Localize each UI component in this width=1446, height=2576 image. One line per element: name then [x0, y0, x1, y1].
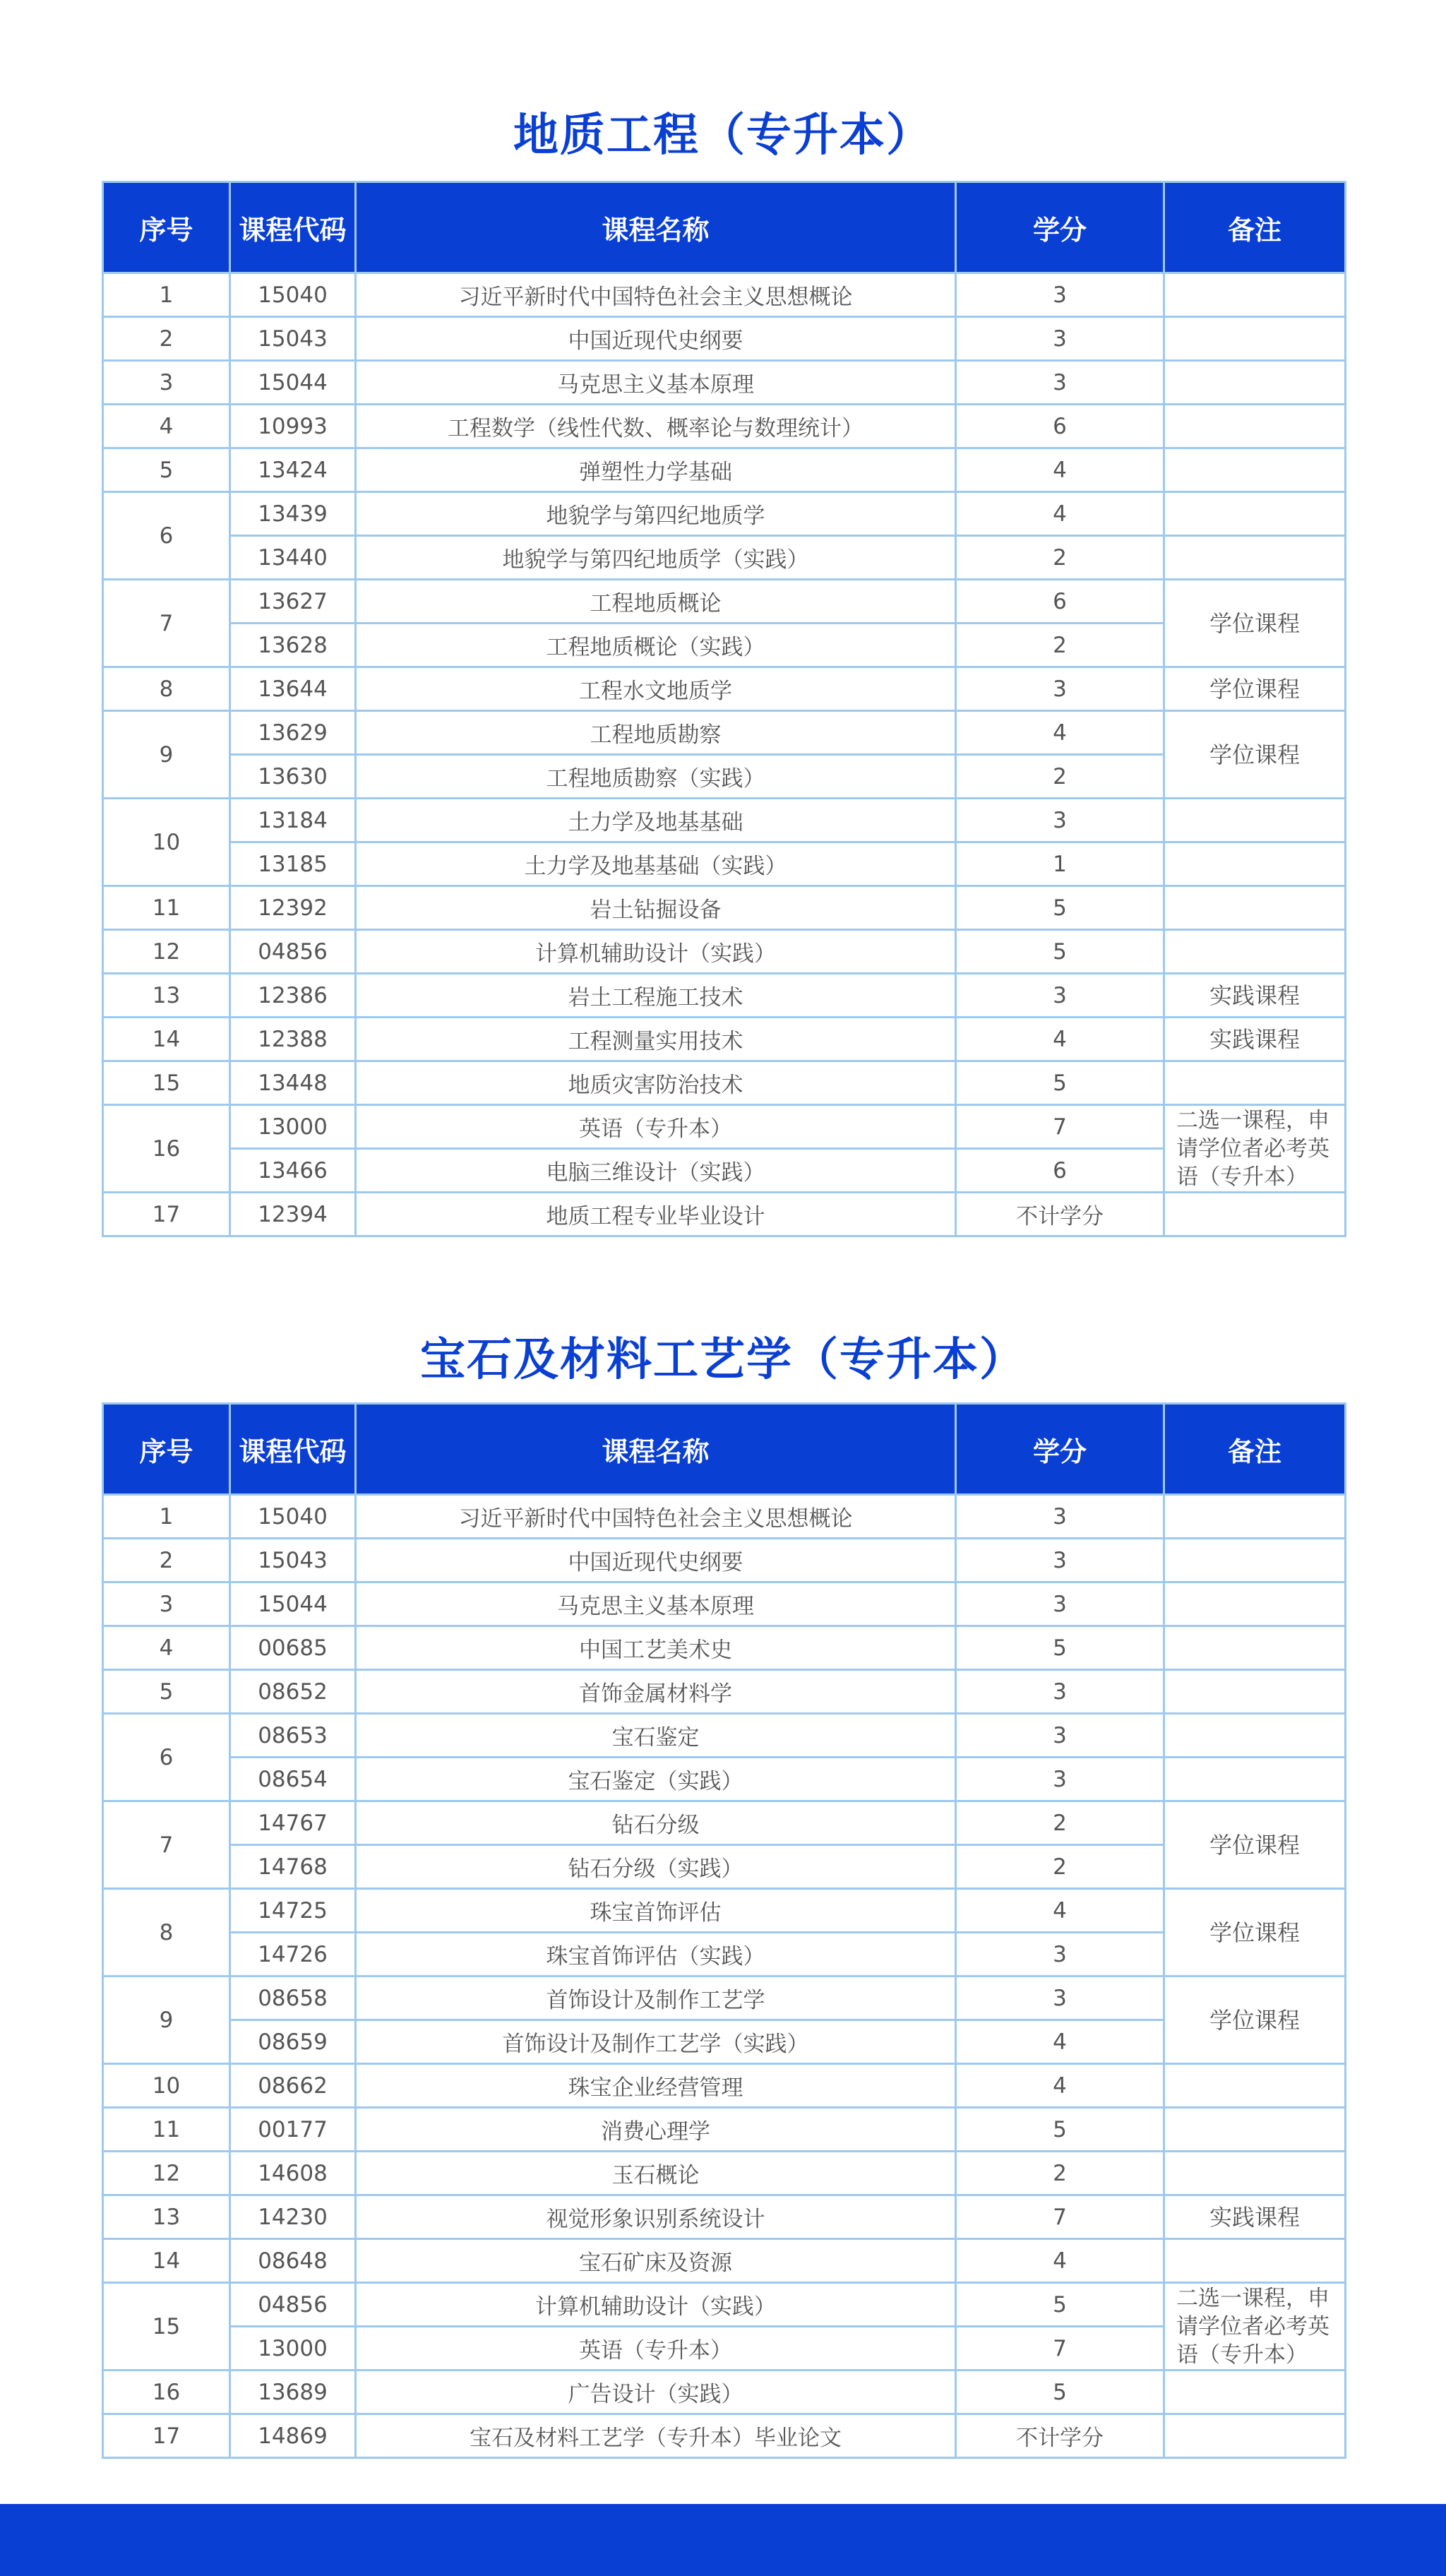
name-cell: 玉石概论 [356, 2152, 956, 2195]
code-cell: 08658 [230, 1976, 356, 2020]
seq-cell: 17 [103, 1193, 230, 1236]
table-row [103, 448, 1346, 492]
code-cell: 14608 [230, 2152, 356, 2195]
code-cell: 13627 [230, 580, 356, 624]
footer-bar [0, 2504, 1446, 2576]
seq-cell: 5 [103, 1670, 230, 1714]
credit-cell: 3 [956, 667, 1164, 711]
credit-cell: 4 [956, 2239, 1164, 2283]
table-row [103, 799, 1346, 842]
code-cell: 08654 [230, 1758, 356, 1801]
code-cell: 14726 [230, 1933, 356, 1976]
table-row [103, 974, 1346, 1018]
header-note: 备注 [1164, 1404, 1346, 1495]
note-cell [1164, 1758, 1346, 1801]
table-row [103, 886, 1346, 930]
seq-cell: 17 [103, 2414, 230, 2458]
name-cell: 岩土钻掘设备 [356, 886, 956, 930]
note-cell [1164, 1539, 1346, 1582]
credit-cell: 3 [956, 317, 1164, 361]
credit-cell: 6 [956, 405, 1164, 448]
note-cell: 二选一课程，申请学位者必考英语（专升本） [1164, 2283, 1346, 2371]
table-header-row [103, 1404, 1346, 1495]
table-row [103, 1061, 1346, 1105]
name-cell: 宝石矿床及资源 [356, 2239, 956, 2283]
name-cell: 首饰金属材料学 [356, 1670, 956, 1714]
name-cell: 珠宝首饰评估（实践） [356, 1933, 956, 1976]
code-cell: 15040 [230, 1495, 356, 1539]
header-code: 课程代码 [230, 182, 356, 273]
seq-cell: 1 [103, 1495, 230, 1539]
code-cell: 08648 [230, 2239, 356, 2283]
credit-cell: 4 [956, 2020, 1164, 2064]
credit-cell: 3 [956, 1495, 1164, 1539]
credit-cell: 1 [956, 842, 1164, 886]
credit-cell: 2 [956, 2152, 1164, 2195]
credit-cell: 3 [956, 1539, 1164, 1582]
credit-cell: 不计学分 [956, 1193, 1164, 1236]
credit-cell: 2 [956, 536, 1164, 580]
code-cell: 13000 [230, 1105, 356, 1149]
name-cell: 工程水文地质学 [356, 667, 956, 711]
table-row [103, 2371, 1346, 2414]
code-cell: 08653 [230, 1714, 356, 1758]
seq-cell: 3 [103, 361, 230, 405]
table-row [103, 755, 1346, 799]
seq-cell: 11 [103, 886, 230, 930]
name-cell: 宝石及材料工艺学（专升本）毕业论文 [356, 2414, 956, 2458]
seq-cell: 11 [103, 2108, 230, 2152]
table-row [103, 361, 1346, 405]
table-row [103, 2283, 1346, 2327]
seq-cell: 12 [103, 2152, 230, 2195]
credit-cell: 4 [956, 1018, 1164, 1061]
code-cell: 14768 [230, 1845, 356, 1889]
credit-cell: 3 [956, 974, 1164, 1018]
code-cell: 10993 [230, 405, 356, 448]
credit-cell: 5 [956, 1061, 1164, 1105]
table-row [103, 1845, 1346, 1889]
course-table-geology [102, 181, 1346, 1237]
name-cell: 工程地质概论（实践） [356, 624, 956, 667]
table-row [103, 1626, 1346, 1670]
table-row [103, 1539, 1346, 1582]
table-row [103, 624, 1346, 667]
note-cell: 学位课程 [1164, 711, 1346, 799]
credit-cell: 2 [956, 755, 1164, 799]
table-row [103, 1801, 1346, 1845]
name-cell: 马克思主义基本原理 [356, 1582, 956, 1626]
note-cell [1164, 536, 1346, 580]
note-cell [1164, 2152, 1346, 2195]
seq-cell: 6 [103, 1714, 230, 1801]
note-cell: 实践课程 [1164, 974, 1346, 1018]
note-cell [1164, 448, 1346, 492]
table-row [103, 711, 1346, 755]
credit-cell: 不计学分 [956, 2414, 1164, 2458]
seq-cell: 2 [103, 317, 230, 361]
code-cell: 13630 [230, 755, 356, 799]
seq-cell: 3 [103, 1582, 230, 1626]
code-cell: 14725 [230, 1889, 356, 1933]
note-cell [1164, 2414, 1346, 2458]
table-row [103, 1714, 1346, 1758]
code-cell: 15043 [230, 1539, 356, 1582]
note-cell [1164, 799, 1346, 842]
table-row [103, 2020, 1346, 2064]
seq-cell: 9 [103, 1976, 230, 2064]
code-cell: 12392 [230, 886, 356, 930]
table-row [103, 842, 1346, 886]
table-row [103, 2414, 1346, 2458]
code-cell: 08659 [230, 2020, 356, 2064]
name-cell: 工程测量实用技术 [356, 1018, 956, 1061]
seq-cell: 16 [103, 2371, 230, 2414]
name-cell: 钻石分级 [356, 1801, 956, 1845]
name-cell: 中国近现代史纲要 [356, 1539, 956, 1582]
note-cell: 实践课程 [1164, 2195, 1346, 2239]
code-cell: 15044 [230, 361, 356, 405]
note-cell [1164, 317, 1346, 361]
header-credit: 学分 [956, 182, 1164, 273]
seq-cell: 15 [103, 2283, 230, 2371]
credit-cell: 3 [956, 1976, 1164, 2020]
table-row [103, 1933, 1346, 1976]
note-cell [1164, 1193, 1346, 1236]
credit-cell: 4 [956, 1889, 1164, 1933]
seq-cell: 7 [103, 1801, 230, 1889]
note-cell [1164, 405, 1346, 448]
table-row [103, 405, 1346, 448]
seq-cell: 10 [103, 2064, 230, 2108]
table-row [103, 930, 1346, 974]
seq-cell: 14 [103, 2239, 230, 2283]
credit-cell: 3 [956, 273, 1164, 317]
note-cell [1164, 2064, 1346, 2108]
table-row [103, 1105, 1346, 1149]
name-cell: 地质工程专业毕业设计 [356, 1193, 956, 1236]
seq-cell: 8 [103, 667, 230, 711]
table-row [103, 2108, 1346, 2152]
code-cell: 13628 [230, 624, 356, 667]
name-cell: 首饰设计及制作工艺学（实践） [356, 2020, 956, 2064]
credit-cell: 3 [956, 1758, 1164, 1801]
note-cell [1164, 886, 1346, 930]
table1-title: 地质工程（专升本） [513, 109, 933, 162]
table-row [103, 1670, 1346, 1714]
table-row [103, 492, 1346, 536]
credit-cell: 3 [956, 1714, 1164, 1758]
credit-cell: 5 [956, 886, 1164, 930]
seq-cell: 7 [103, 580, 230, 667]
header-code: 课程代码 [230, 1404, 356, 1495]
code-cell: 15044 [230, 1582, 356, 1626]
name-cell: 工程地质概论 [356, 580, 956, 624]
code-cell: 12386 [230, 974, 356, 1018]
table-row [103, 2064, 1346, 2108]
credit-cell: 6 [956, 580, 1164, 624]
credit-cell: 7 [956, 2327, 1164, 2371]
table2-title: 宝石及材料工艺学（专升本） [420, 1334, 1026, 1386]
name-cell: 中国工艺美术史 [356, 1626, 956, 1670]
course-table-gem-materials [102, 1402, 1346, 2459]
note-cell: 学位课程 [1164, 667, 1346, 711]
code-cell: 13439 [230, 492, 356, 536]
name-cell: 计算机辅助设计（实践） [356, 930, 956, 974]
code-cell: 04856 [230, 930, 356, 974]
code-cell: 13644 [230, 667, 356, 711]
note-cell [1164, 1714, 1346, 1758]
note-cell [1164, 492, 1346, 536]
seq-cell: 15 [103, 1061, 230, 1105]
note-cell [1164, 930, 1346, 974]
name-cell: 习近平新时代中国特色社会主义思想概论 [356, 273, 956, 317]
credit-cell: 4 [956, 2064, 1164, 2108]
table-row [103, 1758, 1346, 1801]
code-cell: 04856 [230, 2283, 356, 2327]
seq-cell: 2 [103, 1539, 230, 1582]
credit-cell: 3 [956, 1670, 1164, 1714]
name-cell: 计算机辅助设计（实践） [356, 2283, 956, 2327]
note-cell [1164, 1061, 1346, 1105]
code-cell: 08662 [230, 2064, 356, 2108]
credit-cell: 5 [956, 2108, 1164, 2152]
table-row [103, 580, 1346, 624]
name-cell: 钻石分级（实践） [356, 1845, 956, 1889]
seq-cell: 12 [103, 930, 230, 974]
name-cell: 中国近现代史纲要 [356, 317, 956, 361]
code-cell: 08652 [230, 1670, 356, 1714]
note-cell [1164, 1582, 1346, 1626]
name-cell: 首饰设计及制作工艺学 [356, 1976, 956, 2020]
table-row [103, 667, 1346, 711]
name-cell: 土力学及地基基础 [356, 799, 956, 842]
name-cell: 土力学及地基基础（实践） [356, 842, 956, 886]
table-row [103, 1018, 1346, 1061]
note-cell: 实践课程 [1164, 1018, 1346, 1061]
seq-cell: 13 [103, 2195, 230, 2239]
note-cell [1164, 273, 1346, 317]
name-cell: 工程数学（线性代数、概率论与数理统计） [356, 405, 956, 448]
name-cell: 工程地质勘察 [356, 711, 956, 755]
note-cell [1164, 361, 1346, 405]
name-cell: 英语（专升本） [356, 1105, 956, 1149]
credit-cell: 3 [956, 361, 1164, 405]
credit-cell: 5 [956, 2371, 1164, 2414]
table-row [103, 1495, 1346, 1539]
code-cell: 13466 [230, 1149, 356, 1193]
credit-cell: 5 [956, 2283, 1164, 2327]
code-cell: 14767 [230, 1801, 356, 1845]
name-cell: 弹塑性力学基础 [356, 448, 956, 492]
note-cell: 二选一课程，申请学位者必考英语（专升本） [1164, 1105, 1346, 1193]
table-header-row [103, 182, 1346, 273]
seq-cell: 16 [103, 1105, 230, 1193]
credit-cell: 2 [956, 1801, 1164, 1845]
table-row [103, 1149, 1346, 1193]
credit-cell: 3 [956, 1933, 1164, 1976]
code-cell: 15040 [230, 273, 356, 317]
note-cell [1164, 1626, 1346, 1670]
credit-cell: 4 [956, 448, 1164, 492]
header-name: 课程名称 [356, 1404, 956, 1495]
note-cell [1164, 2239, 1346, 2283]
credit-cell: 3 [956, 1582, 1164, 1626]
seq-cell: 14 [103, 1018, 230, 1061]
seq-cell: 8 [103, 1889, 230, 1976]
name-cell: 马克思主义基本原理 [356, 361, 956, 405]
note-cell [1164, 1670, 1346, 1714]
credit-cell: 7 [956, 1105, 1164, 1149]
name-cell: 岩土工程施工技术 [356, 974, 956, 1018]
name-cell: 英语（专升本） [356, 2327, 956, 2371]
credit-cell: 4 [956, 492, 1164, 536]
name-cell: 地貌学与第四纪地质学 [356, 492, 956, 536]
seq-cell: 10 [103, 799, 230, 886]
credit-cell: 2 [956, 624, 1164, 667]
code-cell: 13184 [230, 799, 356, 842]
credit-cell: 7 [956, 2195, 1164, 2239]
table-row [103, 1193, 1346, 1236]
code-cell: 14230 [230, 2195, 356, 2239]
credit-cell: 5 [956, 930, 1164, 974]
credit-cell: 3 [956, 799, 1164, 842]
name-cell: 宝石鉴定 [356, 1714, 956, 1758]
note-cell [1164, 2108, 1346, 2152]
code-cell: 13689 [230, 2371, 356, 2414]
name-cell: 珠宝首饰评估 [356, 1889, 956, 1933]
table-row [103, 2239, 1346, 2283]
code-cell: 13424 [230, 448, 356, 492]
table-row [103, 2152, 1346, 2195]
name-cell: 珠宝企业经营管理 [356, 2064, 956, 2108]
code-cell: 13440 [230, 536, 356, 580]
code-cell: 13629 [230, 711, 356, 755]
header-credit: 学分 [956, 1404, 1164, 1495]
note-cell [1164, 842, 1346, 886]
table-row [103, 1582, 1346, 1626]
note-cell: 学位课程 [1164, 1889, 1346, 1976]
code-cell: 00685 [230, 1626, 356, 1670]
header-seq: 序号 [103, 182, 230, 273]
name-cell: 广告设计（实践） [356, 2371, 956, 2414]
code-cell: 14869 [230, 2414, 356, 2458]
code-cell: 12388 [230, 1018, 356, 1061]
seq-cell: 9 [103, 711, 230, 799]
table-row [103, 317, 1346, 361]
table-row [103, 536, 1346, 580]
name-cell: 电脑三维设计（实践） [356, 1149, 956, 1193]
name-cell: 宝石鉴定（实践） [356, 1758, 956, 1801]
note-cell: 学位课程 [1164, 1801, 1346, 1889]
credit-cell: 2 [956, 1845, 1164, 1889]
name-cell: 地貌学与第四纪地质学（实践） [356, 536, 956, 580]
code-cell: 13185 [230, 842, 356, 886]
seq-cell: 13 [103, 974, 230, 1018]
credit-cell: 6 [956, 1149, 1164, 1193]
header-seq: 序号 [103, 1404, 230, 1495]
credit-cell: 4 [956, 711, 1164, 755]
header-name: 课程名称 [356, 182, 956, 273]
seq-cell: 4 [103, 405, 230, 448]
credit-cell: 5 [956, 1626, 1164, 1670]
code-cell: 00177 [230, 2108, 356, 2152]
table-row [103, 2327, 1346, 2371]
note-cell [1164, 2371, 1346, 2414]
header-note: 备注 [1164, 182, 1346, 273]
name-cell: 视觉形象识别系统设计 [356, 2195, 956, 2239]
seq-cell: 4 [103, 1626, 230, 1670]
seq-cell: 1 [103, 273, 230, 317]
code-cell: 12394 [230, 1193, 356, 1236]
name-cell: 消费心理学 [356, 2108, 956, 2152]
note-cell: 学位课程 [1164, 580, 1346, 667]
note-cell: 学位课程 [1164, 1976, 1346, 2064]
code-cell: 13448 [230, 1061, 356, 1105]
table-row [103, 273, 1346, 317]
name-cell: 工程地质勘察（实践） [356, 755, 956, 799]
table-row [103, 2195, 1346, 2239]
seq-cell: 5 [103, 448, 230, 492]
table-row [103, 1889, 1346, 1933]
seq-cell: 6 [103, 492, 230, 580]
table-row [103, 1976, 1346, 2020]
note-cell [1164, 1495, 1346, 1539]
name-cell: 习近平新时代中国特色社会主义思想概论 [356, 1495, 956, 1539]
code-cell: 15043 [230, 317, 356, 361]
code-cell: 13000 [230, 2327, 356, 2371]
name-cell: 地质灾害防治技术 [356, 1061, 956, 1105]
